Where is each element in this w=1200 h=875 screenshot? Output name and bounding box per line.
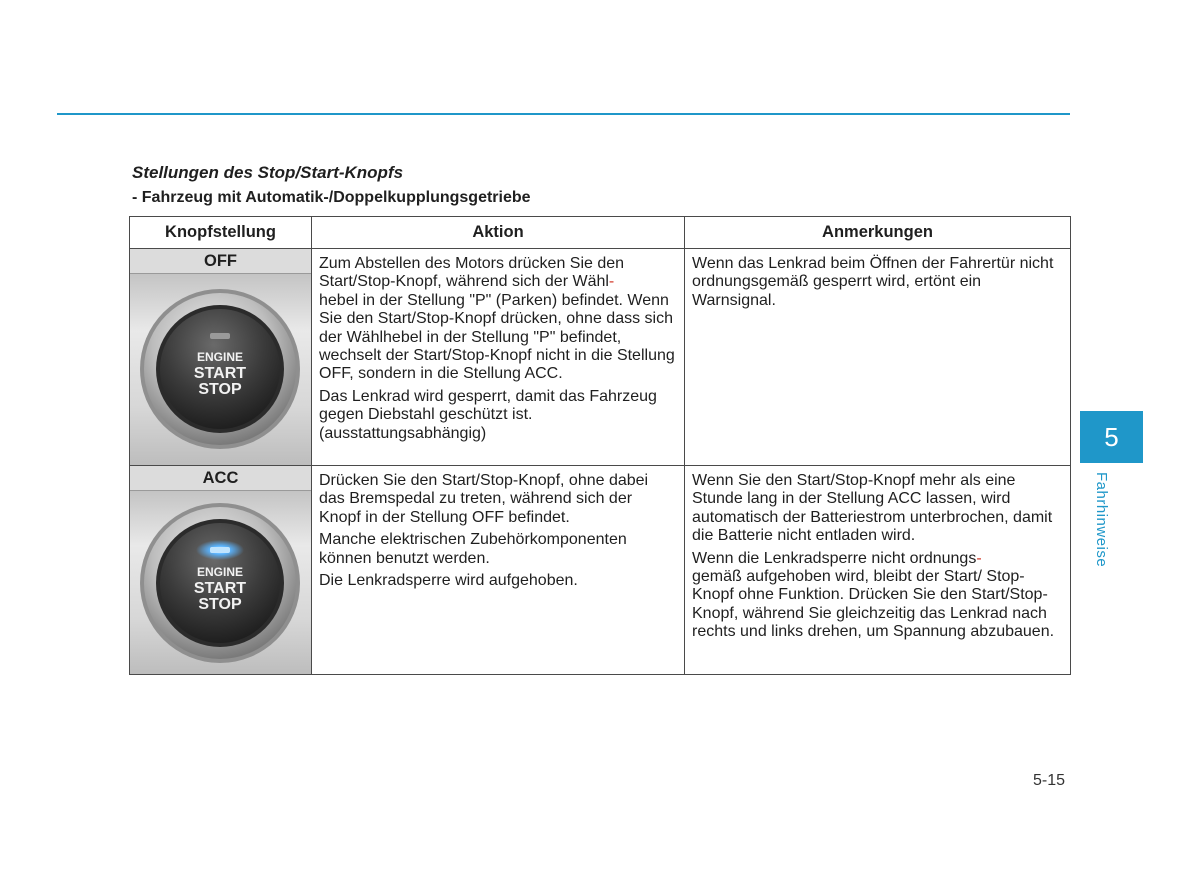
action-cell-off	[312, 249, 685, 466]
table-row	[130, 249, 1071, 466]
engine-button-image-off	[130, 274, 311, 465]
button-text-stop: STOP	[198, 596, 242, 613]
section-subtitle: - Fahrzeug mit Automatik-/Doppelkupplungsgetriebe	[132, 189, 531, 206]
section-title: Stellungen des Stop/Start-Knopfs	[132, 163, 404, 182]
chapter-number: 5	[1104, 422, 1119, 452]
chapter-tab	[1080, 411, 1143, 463]
button-text-engine: ENGINE	[196, 350, 244, 364]
notes-cell-acc	[685, 466, 1071, 675]
action-paragraph: Manche elektrischen Zubehörkomponenten können benutzt werden.	[319, 531, 627, 567]
chapter-label: Fahrhinweise	[1093, 472, 1110, 568]
acc-indicator-icon	[210, 547, 230, 553]
button-text-start: START	[193, 365, 247, 382]
button-positions-table	[129, 216, 1071, 675]
engine-button-image-acc	[130, 491, 311, 674]
page-number: 5-15	[1033, 772, 1066, 789]
top-rule	[57, 113, 1070, 115]
action-paragraph: Das Lenkrad wird gesperrt, damit das Fahrzeug gegen Diebstahl geschützt ist. (ausstattungsabhängig)	[319, 387, 657, 442]
action-paragraph: Zum Abstellen des Motors drücken Sie den Start/Stop-Knopf, während sich der Wähl- hebel in der Stellung "P" (Parken) befindet. Wenn Sie den Start/Stop-Knopf drücken, ohne dass sich der Wählhebel in der Stellung "P" befindet, wechselt der Start/Stop-Knopf nicht in die Stellung OFF, sondern in die Stellung ACC.	[319, 255, 675, 383]
header-action: Aktion	[312, 217, 685, 249]
button-text-start: START	[193, 580, 247, 597]
notes-paragraph: Wenn die Lenkradsperre nicht ordnungs- gemäß aufgehoben wird, bleibt der Start/ Stop-Knopf ohne Funktion. Drücken Sie den Start/Stop-Knopf, während Sie gleichzeitig das Lenkrad nach rechts und links drehen, um Spannung abzubauen.	[692, 549, 1055, 641]
button-text-stop: STOP	[198, 381, 242, 398]
position-label-acc: ACC	[130, 466, 311, 491]
action-paragraph: Die Lenkradsperre wird aufgehoben.	[319, 572, 578, 590]
header-notes: Anmerkungen	[685, 217, 1071, 249]
notes-paragraph: Wenn das Lenkrad beim Öffnen der Fahrertür nicht ordnungsgemäß gesperrt wird, ertönt ein Warnsignal.	[692, 255, 1054, 309]
position-label-off: OFF	[130, 249, 311, 274]
off-indicator-icon	[210, 333, 230, 339]
position-cell-off	[130, 249, 312, 466]
action-cell-acc	[312, 466, 685, 675]
engine-start-stop-icon	[130, 491, 311, 674]
engine-start-stop-icon	[130, 274, 311, 465]
position-cell-acc	[130, 466, 312, 675]
table-header-row	[130, 217, 1071, 249]
action-paragraph: Drücken Sie den Start/Stop-Knopf, ohne dabei das Bremspedal zu treten, während sich der Knopf in der Stellung OFF befindet.	[319, 472, 649, 526]
notes-cell-off	[685, 249, 1071, 466]
button-text-engine: ENGINE	[196, 565, 244, 579]
notes-paragraph: Wenn Sie den Start/Stop-Knopf mehr als eine Stunde lang in der Stellung ACC lassen, wird automatisch der Batteriestrom unterbrochen, damit die Batterie nicht entladen wird.	[692, 472, 1053, 545]
header-position: Knopfstellung	[130, 217, 312, 249]
table-row	[130, 466, 1071, 675]
